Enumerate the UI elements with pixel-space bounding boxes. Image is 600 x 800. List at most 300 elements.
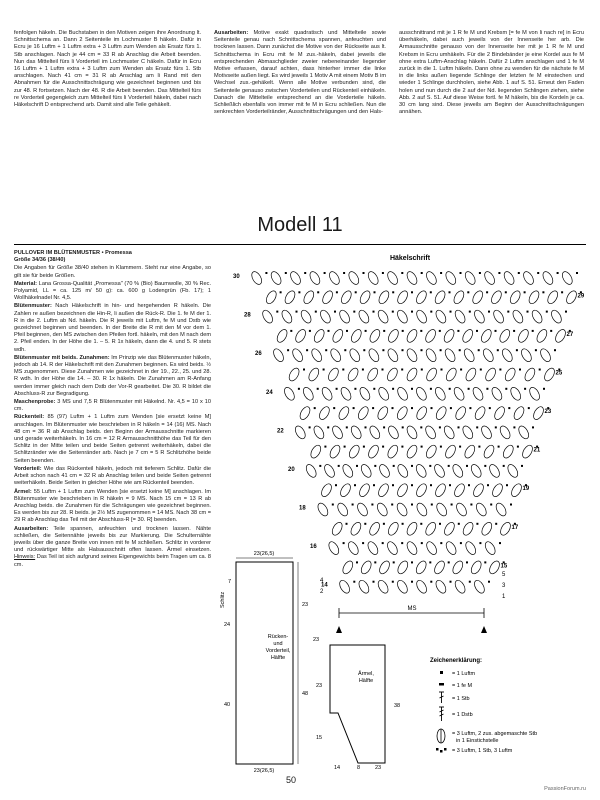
cluster-stitch-icon	[434, 405, 448, 421]
chain-stitch-icon	[353, 407, 355, 409]
page-number: 50	[286, 775, 297, 785]
chain-stitch-icon	[353, 581, 355, 583]
cluster-stitch-icon	[451, 559, 465, 575]
chain-stitch-icon	[382, 272, 384, 274]
chain-stitch-icon	[374, 561, 376, 563]
sleeve-dim-23: 23	[316, 683, 323, 689]
chain-stitch-icon	[498, 446, 500, 448]
chain-stitch-icon	[550, 330, 552, 332]
cluster-stitch-icon	[368, 328, 382, 344]
cluster-stitch-icon	[527, 289, 541, 305]
chain-stitch-icon	[487, 484, 489, 486]
intro-text: Die Angaben für Größe 38/40 stehen in Klammern. Steht nur eine Angabe, so gilt sie für beide Größen.	[14, 265, 211, 279]
chain-stitch-icon	[401, 542, 403, 544]
cluster-stitch-icon	[433, 289, 447, 305]
chain-stitch-icon	[287, 349, 289, 351]
cluster-stitch-icon	[308, 270, 322, 286]
cluster-stitch-icon	[433, 559, 447, 575]
chain-stitch-icon	[335, 484, 337, 486]
cluster-stitch-icon	[320, 482, 334, 498]
cluster-stitch-icon	[272, 347, 286, 363]
cluster-stitch-icon	[498, 328, 512, 344]
cluster-stitch-icon	[347, 270, 361, 286]
cluster-stitch-icon	[250, 270, 264, 286]
chain-stitch-icon	[479, 542, 481, 544]
cluster-stitch-icon	[386, 521, 400, 537]
chart-motifs	[250, 270, 582, 595]
row-number-right: 1	[502, 594, 506, 600]
chain-stitch-icon	[459, 446, 461, 448]
cluster-stitch-icon	[357, 309, 371, 325]
cluster-stitch-icon	[424, 328, 438, 344]
chain-stitch-icon	[324, 446, 326, 448]
cluster-stitch-icon	[433, 463, 447, 479]
cluster-stitch-icon	[484, 366, 498, 382]
size-label: Größe 34/36 (38/40)	[14, 257, 66, 264]
cluster-stitch-icon	[494, 501, 508, 517]
chain-stitch-icon	[440, 272, 442, 274]
cluster-stitch-icon	[294, 328, 308, 344]
chain-stitch-icon	[505, 291, 507, 293]
chain-stitch-icon	[280, 291, 282, 293]
chain-stitch-icon	[440, 446, 442, 448]
cluster-stitch-icon	[415, 482, 429, 498]
chain-stitch-icon	[392, 291, 394, 293]
chain-stitch-icon	[374, 291, 376, 293]
cluster-stitch-icon	[309, 444, 323, 460]
chain-stitch-icon	[276, 311, 278, 313]
schema-piece-label-2: und	[273, 641, 283, 647]
chain-stitch-icon	[411, 465, 413, 467]
chain-stitch-icon	[325, 349, 327, 351]
cluster-stitch-icon	[474, 501, 488, 517]
row-number-left: 20	[288, 466, 295, 473]
chain-stitch-icon	[298, 291, 300, 293]
material-label: Material:	[14, 280, 38, 287]
cluster-stitch-icon	[516, 328, 530, 344]
chain-stitch-icon	[411, 291, 413, 293]
chain-stitch-icon	[315, 311, 317, 313]
chain-stitch-icon	[285, 272, 287, 274]
chain-stitch-icon	[383, 330, 385, 332]
chain-stitch-icon	[495, 426, 497, 428]
row-number-left: 22	[277, 428, 284, 435]
cluster-stitch-icon	[490, 386, 504, 402]
cluster-stitch-icon	[405, 444, 419, 460]
chain-stitch-icon	[459, 349, 461, 351]
row-number-right: 27	[566, 331, 574, 338]
chain-stitch-icon	[528, 407, 530, 409]
chain-stitch-icon	[332, 504, 334, 506]
cluster-stitch-icon	[464, 366, 478, 382]
cluster-stitch-icon	[508, 289, 522, 305]
chain-stitch-icon	[402, 523, 404, 525]
row-number-right: 15	[500, 563, 508, 570]
chain-stitch-icon	[451, 504, 453, 506]
cluster-stitch-icon	[386, 328, 400, 344]
cluster-stitch-icon	[395, 309, 409, 325]
chain-stitch-icon	[486, 291, 488, 293]
cluster-stitch-icon	[356, 405, 370, 421]
cluster-stitch-icon	[357, 579, 371, 595]
chain-stitch-icon	[401, 272, 403, 274]
chain-stitch-icon	[557, 272, 559, 274]
cluster-stitch-icon	[463, 270, 477, 286]
top-col2-text: Motive exakt quadratisch und Mittelteile sowie Seitenteile genau nach Schnittschema spannen, anfeuchten und trocknen lassen. Dann zunächst die Motive von der Rückseite aus lt. Schnittschema in Ecru mit fe M zus.-häkeln, dabei jeweils die entsprechenden Abmaschglieder zweier nebeneinander liegender Motive erfassen, darauf achten, dass hinterher immer die linke Motivseite außen liegt. Es wird jeweils 1 Motiv A mit einem Motiv B im Wechsel zus.-gehäkelt. Wenn alle Motive verbunden sind, die Seitenteile genauso zwischen Vorderteilen und Rückenteil einhäkeln. Danach die Mittelteile entsprechend an die Vorderteile häkeln. Schließlich ebenfalls von immer mit fe M in Ecru schließen. Nun die senkrechten Vorderteilränder, Ausschnittschrägungen und den Hals-	[214, 30, 386, 116]
chain-stitch-icon	[402, 426, 404, 428]
chain-stitch-icon	[304, 272, 306, 274]
chain-stitch-icon	[470, 504, 472, 506]
cluster-stitch-icon	[523, 366, 537, 382]
chain-stitch-icon	[430, 388, 432, 390]
cluster-stitch-icon	[349, 328, 363, 344]
row-number-right: 23	[544, 409, 552, 416]
chain-stitch-icon	[532, 426, 534, 428]
cluster-stitch-icon	[358, 386, 372, 402]
cluster-stitch-icon	[488, 559, 502, 575]
cluster-stitch-icon	[425, 366, 439, 382]
chain-stitch-icon	[449, 291, 451, 293]
chain-stitch-icon	[411, 388, 413, 390]
cluster-stitch-icon	[331, 424, 345, 440]
cluster-stitch-icon	[479, 328, 493, 344]
chain-stitch-icon	[488, 581, 490, 583]
row-number-left: 14	[321, 582, 328, 589]
cluster-stitch-icon	[386, 424, 400, 440]
chain-stitch-icon	[543, 388, 545, 390]
cluster-stitch-icon	[442, 521, 456, 537]
chain-stitch-icon	[420, 330, 422, 332]
cluster-stitch-icon	[463, 444, 477, 460]
title-rule	[14, 244, 586, 245]
chain-stitch-icon	[420, 523, 422, 525]
chain-stitch-icon	[343, 272, 345, 274]
cluster-stitch-icon	[358, 482, 372, 498]
cluster-stitch-icon	[444, 444, 458, 460]
chain-stitch-icon	[561, 291, 563, 293]
double-crochet-icon	[439, 692, 444, 703]
chain-stitch-icon	[535, 349, 537, 351]
chain-stitch-icon	[510, 504, 512, 506]
cluster-stitch-icon	[461, 521, 475, 537]
cluster-stitch-icon	[498, 424, 512, 440]
chain-stitch-icon	[488, 311, 490, 313]
legend-item-5b: in 1 Einstichstelle	[456, 738, 499, 744]
chain-stitch-icon	[469, 581, 471, 583]
chain-stitch-icon	[565, 311, 567, 313]
cluster-stitch-icon	[358, 289, 372, 305]
cluster-stitch-icon	[327, 540, 341, 556]
cluster-stitch-icon	[535, 328, 549, 344]
chain-stitch-icon	[319, 465, 321, 467]
cluster-stitch-icon	[452, 386, 466, 402]
sleeve-label-2: Hälfte	[358, 678, 374, 684]
chain-stitch-icon	[466, 465, 468, 467]
chain-stitch-icon	[486, 388, 488, 390]
single-crochet-icon	[439, 683, 444, 686]
chain-stitch-icon	[469, 407, 471, 409]
row-number-left: 2	[320, 589, 324, 595]
cluster-stitch-icon	[472, 579, 486, 595]
chain-stitch-icon	[532, 330, 534, 332]
chain-stitch-icon	[352, 504, 354, 506]
rueckenteil-text: 85 (97) Luftm + 1 Luftm zum Wenden [sie ersetzt keine M] anschlagen. Im Blütenmuster wie beschrieben in R häkeln = 14 (16) MS. Nach 48 cm = 36 R ab Anschlag beids. den Beginn der Armausschnitte markieren und gerade weiterhäkeln. In 16 cm = 12 R Armausschnitthöhe das Teil für den Schlitz in der Mitte teilen und beide Seiten getrennt weiterhäkeln, dabei die Schlitzränder wie die Seitenränder arb. Nach je 7 cm = 5 R Schlitzhöhe beide Seiten beenden.	[14, 414, 211, 464]
row-number-left: 4	[320, 578, 324, 584]
chain-stitch-icon	[479, 272, 481, 274]
sleeve-bottom-23: 23	[375, 765, 382, 771]
cluster-stitch-icon	[425, 540, 439, 556]
chain-stitch-icon	[363, 446, 365, 448]
chain-stitch-icon	[328, 330, 330, 332]
cluster-stitch-icon	[385, 366, 399, 382]
cluster-stitch-icon	[386, 444, 400, 460]
cluster-stitch-icon	[451, 463, 465, 479]
cluster-stitch-icon	[530, 309, 544, 325]
row-number-right: 19	[522, 486, 530, 493]
chain-stitch-icon	[458, 523, 460, 525]
cluster-stitch-icon	[500, 347, 514, 363]
chain-stitch-icon	[468, 484, 470, 486]
schema-outline	[236, 562, 293, 764]
sleeve-label-1: Ärmel,	[358, 671, 374, 677]
treble-crochet-icon	[439, 707, 444, 721]
chain-stitch-icon	[518, 272, 520, 274]
cluster-stitch-icon	[482, 444, 496, 460]
chain-stitch-icon	[554, 349, 556, 351]
rueckenteil-label: Rückenteil:	[14, 414, 45, 421]
cluster-stitch-icon	[326, 366, 340, 382]
schema-piece-label-4: Hälfte	[270, 655, 286, 661]
cluster-stitch-icon	[554, 328, 568, 344]
chain-stitch-icon	[507, 311, 509, 313]
cluster-stitch-icon	[293, 424, 307, 440]
top-col1-text: fenfolgen häkeln. Die Buchstaben in den Motiven zeigen ihre Anordnung lt. Schnittschema an. Dann 2 Seitenteile im Lochmuster B häkeln. Dafür in Ecru je 16 Luftm + 1 Luftm extra + 3 Luftm zum Wenden als Ersatz fürs 1. Stb anschlagen. Nach je 44 cm = 33 R ab Anschlag die Arbeit beenden. Nun das Mittelteil fürs li Vorderteil im Lochmuster C häkeln. Dafür in Ecru 16 Luftm + 1 Luftm extra + 3 Luftm zum Wenden als Ersatz fürs 1. Stb anschlagen. Nach 41 cm = 31 R ab Anschlag am li Rand mit den Abnahmen für die Ausschnittschrägung wie gezeichnet beginnen und bis zur 48. R fortsetzen. Nach der 48. R die Arbeit beenden. Das Mittelteil fürs re Vorderteil gegengleich zum Mittelteil fürs li Vorderteil häkeln, dabei nach Häkelschrift D entsprechend arb. Damit sind alle Teile gehäkelt.	[14, 30, 201, 109]
sleeve-schema	[310, 635, 418, 773]
arrow-up-icon	[336, 626, 342, 633]
repeat-label: MS	[407, 606, 417, 612]
cluster-stitch-icon	[280, 309, 294, 325]
chain-stitch-icon	[460, 369, 462, 371]
cluster-stitch-icon	[506, 463, 520, 479]
cluster-stitch-icon	[377, 386, 391, 402]
cluster-stitch-icon	[455, 501, 469, 517]
chain-stitch-icon	[356, 561, 358, 563]
chain-stitch-icon	[516, 349, 518, 351]
cluster-stitch-icon	[347, 444, 361, 460]
cluster-stitch-icon	[549, 309, 563, 325]
cluster-stitch-icon	[444, 270, 458, 286]
chain-stitch-icon	[478, 446, 480, 448]
cluster-stitch-icon	[321, 289, 335, 305]
chain-stitch-icon	[383, 523, 385, 525]
watermark: PassionForum.ru	[544, 786, 586, 792]
schema-piece-label-3: Vorderteil,	[265, 648, 291, 654]
cluster-stitch-icon	[329, 347, 343, 363]
cluster-stitch-icon	[385, 540, 399, 556]
chain-stitch-icon	[521, 465, 523, 467]
cluster-stitch-icon	[307, 366, 321, 382]
cluster-stitch-icon	[366, 270, 380, 286]
chain-stitch-icon	[430, 484, 432, 486]
chain-stitch-icon	[323, 369, 325, 371]
cluster-stitch-icon	[378, 463, 392, 479]
chain-stitch-icon	[421, 369, 423, 371]
arrow-up-icon	[481, 626, 487, 633]
cluster-stitch-icon	[359, 463, 373, 479]
chain-stitch-icon	[392, 311, 394, 313]
chain-stitch-icon	[343, 542, 345, 544]
cluster-stitch-icon	[289, 270, 303, 286]
cluster-stitch-icon	[509, 386, 523, 402]
chain-stitch-icon	[440, 349, 442, 351]
cluster-stitch-icon	[499, 521, 513, 537]
cluster-stitch-icon	[493, 405, 507, 421]
symbol-legend	[428, 655, 593, 773]
row-number-left: 26	[255, 351, 262, 358]
cluster-stitch-icon	[299, 309, 313, 325]
cluster-stitch-icon	[546, 289, 560, 305]
pattern-heading: PULLOVER IM BLÜTENMUSTER	[14, 250, 101, 256]
cluster-stitch-icon	[346, 366, 360, 382]
chain-stitch-icon	[392, 484, 394, 486]
chain-stitch-icon	[421, 272, 423, 274]
chain-stitch-icon	[344, 349, 346, 351]
chain-stitch-icon	[439, 523, 441, 525]
chain-stitch-icon	[365, 330, 367, 332]
row-number-left: 24	[266, 389, 273, 396]
cluster-stitch-icon	[462, 347, 476, 363]
legend-item-1: = 1 Luftm	[452, 671, 476, 677]
cluster-stitch-icon	[492, 309, 506, 325]
chain-stitch-icon	[373, 311, 375, 313]
chain-stitch-icon	[365, 426, 367, 428]
chain-stitch-icon	[383, 426, 385, 428]
cluster-stitch-icon	[424, 521, 438, 537]
chain-stitch-icon	[449, 388, 451, 390]
chain-stitch-group-icon	[436, 748, 447, 753]
cluster-stitch-icon	[301, 386, 315, 402]
cluster-stitch-icon	[415, 309, 429, 325]
legend-item-3: = 1 Stb	[452, 696, 470, 702]
zunahmen-text: Im Prinzip wie das Blütenmuster häkeln, jedoch ab 14. R der Häkelschrift mit den Zunahmen beginnen. Es wird beids. ½ MS zugenommen. Diese Zunahmen wie gezeichnet in der 19., 22., 25. und 28. R wdh. In der Höhe die 14. – 30. R 1x häkeln. Die Zunahmen am R-Anfang werden immer gleich nach dem Dstb der Vor-R gearbeitet. Die 30. R bildet die Abschluss-R zur Begradigung.	[14, 354, 211, 397]
cluster-stitch-icon	[339, 386, 353, 402]
chain-stitch-icon	[314, 407, 316, 409]
chain-stitch-icon	[527, 311, 529, 313]
chain-stitch-icon	[499, 369, 501, 371]
cluster-stitch-icon	[323, 463, 337, 479]
chain-stitch-icon	[476, 523, 478, 525]
cluster-stitch-icon	[304, 463, 318, 479]
chain-stitch-icon	[334, 311, 336, 313]
maschenprobe-label: Maschenprobe:	[14, 399, 56, 406]
chain-stitch-icon	[441, 369, 443, 371]
chain-stitch-icon	[430, 291, 432, 293]
chain-stitch-icon	[440, 542, 442, 544]
cluster-stitch-icon	[522, 270, 536, 286]
chain-stitch-icon	[382, 542, 384, 544]
chain-stitch-icon	[421, 542, 423, 544]
cluster-stitch-icon	[483, 270, 497, 286]
sleeve-dim-15: 15	[316, 735, 323, 741]
cluster-stitch-icon	[415, 501, 429, 517]
chain-stitch-icon	[576, 272, 578, 274]
chain-stitch-icon	[458, 426, 460, 428]
chain-stitch-icon	[373, 581, 375, 583]
cluster-stitch-icon	[435, 501, 449, 517]
cluster-stitch-icon	[453, 309, 467, 325]
top-column-1	[14, 30, 201, 110]
chain-stitch-icon	[421, 446, 423, 448]
chain-stitch-icon	[448, 465, 450, 467]
sleeve-dim-38: 38	[394, 703, 401, 709]
chain-stitch-icon	[401, 369, 403, 371]
cluster-stitch-icon	[560, 270, 574, 286]
cluster-stitch-icon	[318, 309, 332, 325]
chain-stitch-icon	[449, 484, 451, 486]
legend-item-4: = 1 Dstb	[452, 712, 473, 718]
chain-stitch-icon	[495, 330, 497, 332]
top-column-2	[214, 30, 386, 117]
cluster-stitch-icon	[414, 386, 428, 402]
cluster-stitch-icon	[320, 386, 334, 402]
chain-stitch-icon	[382, 349, 384, 351]
schema-dim-7: 7	[228, 579, 232, 585]
cluster-stitch-icon	[539, 347, 553, 363]
cluster-stitch-icon	[341, 463, 355, 479]
cluster-stitch-icon	[434, 482, 448, 498]
cluster-stitch-icon	[489, 289, 503, 305]
cluster-stitch-icon	[359, 559, 373, 575]
chain-stitch-icon	[450, 407, 452, 409]
cluster-stitch-icon	[461, 424, 475, 440]
row-number-left: 16	[310, 544, 317, 551]
chain-stitch-icon	[373, 484, 375, 486]
chain-stitch-icon	[265, 272, 267, 274]
row-number-right: 25	[555, 370, 563, 377]
cluster-stitch-icon	[282, 386, 296, 402]
aermel-text: 55 Luftm + 1 Luftm zum Wenden [sie ersetzt keine M] anschlagen. Im Blütenmuster wie beschrieben in R häkeln = 9 MS. Nach 15 cm = 13 R ab Anschlag beids. die Zunahmen für die Schrägungen wie gezeichnet beginnen. Es werden bis zur 28. R beids. je 2½ MS zugenommen = 14 MS. Nach 38 cm = 29 R ab Anschlag das Teil mit der Abschluss-R [= 30. R] beenden.	[14, 488, 211, 524]
chain-stitch-icon	[355, 291, 357, 293]
page-title: Modell 11	[257, 214, 343, 236]
cluster-stitch-icon	[471, 289, 485, 305]
sleeve-top-label: 23	[313, 637, 320, 643]
cluster-stitch-icon	[349, 424, 363, 440]
cluster-stitch-icon	[472, 482, 486, 498]
cluster-stitch-icon	[415, 405, 429, 421]
cluster-stitch-icon	[434, 579, 448, 595]
cluster-stitch-icon	[541, 270, 555, 286]
legend-item-5a: = 3 Luftm, 2 zus. abgemaschte Stb	[452, 731, 538, 737]
chain-stitch-icon	[346, 330, 348, 332]
chain-stitch-icon	[296, 311, 298, 313]
chain-stitch-icon	[430, 581, 432, 583]
chain-stitch-icon	[309, 426, 311, 428]
chain-stitch-icon	[513, 330, 515, 332]
chain-stitch-icon	[431, 407, 433, 409]
chain-stitch-icon	[478, 349, 480, 351]
cluster-stitch-icon	[503, 366, 517, 382]
cluster-stitch-icon	[378, 559, 392, 575]
cluster-stitch-icon	[348, 347, 362, 363]
chain-stitch-icon	[356, 465, 358, 467]
chain-stitch-icon	[450, 311, 452, 313]
chain-stitch-icon	[466, 561, 468, 563]
cluster-stitch-icon	[415, 579, 429, 595]
chain-stitch-icon	[484, 561, 486, 563]
cluster-stitch-icon	[414, 289, 428, 305]
chain-stitch-icon	[364, 523, 366, 525]
cluster-stitch-icon	[424, 270, 438, 286]
